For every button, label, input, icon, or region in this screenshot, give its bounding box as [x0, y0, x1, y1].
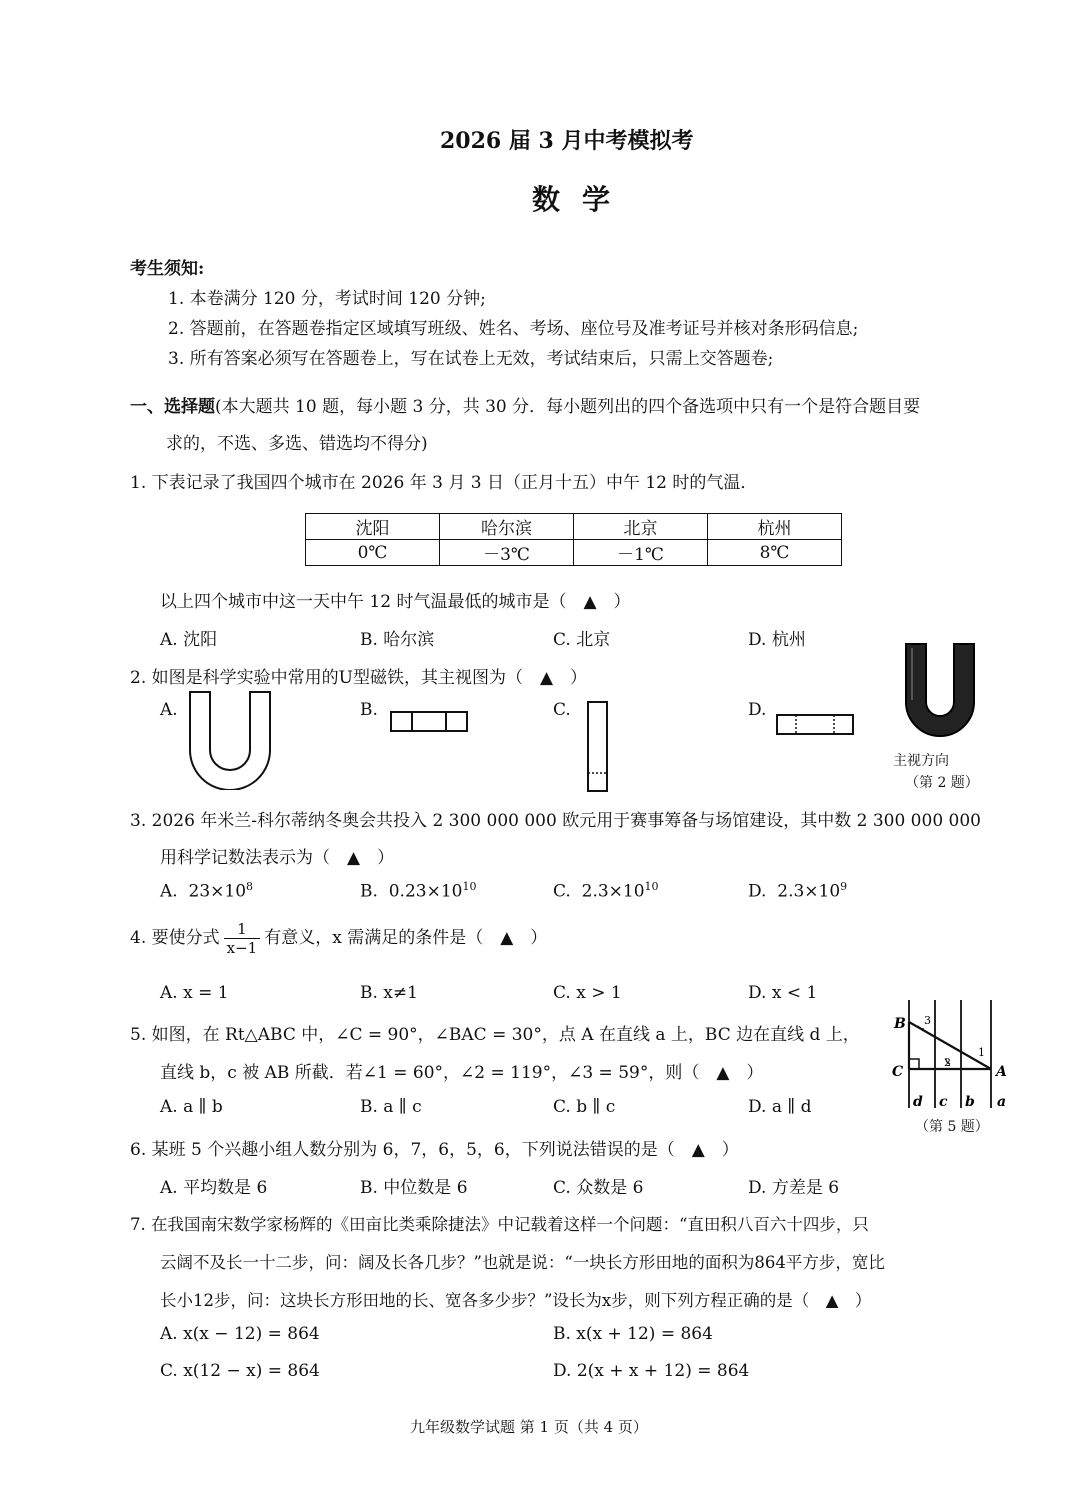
q2-option-a-label: A.: [160, 700, 178, 720]
q7-stem-cont: 云阔不及长一十二步，问：阔及长各几步？”也就是说：“一块长方形田地的面积为864平方步，宽比: [160, 1253, 885, 1272]
section-heading: [130, 392, 920, 417]
fraction: $\frac{1}{x-1}$: [224, 920, 261, 957]
table-row: [306, 514, 842, 540]
table-cell: －3℃: [440, 540, 574, 566]
q5-label: c: [939, 1094, 948, 1110]
q5-label: 3: [924, 1014, 931, 1027]
table-cell: 北京: [574, 514, 708, 540]
q3-option-a: A. $23\times 10^8$: [160, 880, 254, 902]
q7-option-a: A. x(x − 12) = 864: [160, 1324, 320, 1344]
q2-option-d-figure: [776, 714, 856, 736]
notice-item: 1. 本卷满分 120 分，考试时间 120 分钟;: [168, 289, 486, 309]
q7-option-b: B. x(x + 12) = 864: [553, 1324, 713, 1344]
q5-option-b: B. a ∥ c: [360, 1097, 422, 1117]
q2-fig-direction: 主视方向: [893, 753, 949, 769]
q1-question: 以上四个城市中这一天中午 12 时气温最低的城市是（ ▲ ）: [160, 592, 631, 612]
q5-label: 2: [944, 1056, 951, 1069]
q1-option-d: D. 杭州: [748, 630, 806, 650]
q5-label: C: [892, 1064, 904, 1080]
q1-stem: 1. 下表记录了我国四个城市在 2026 年 3 月 3 日（正月十五）中午 12 时的气温．: [130, 473, 758, 493]
q7-stem: 7. 在我国南宋数学家杨辉的《田亩比类乘除捷法》中记载着这样一个问题：“直田积八百六十四步，只: [130, 1215, 869, 1234]
q2-option-a-figure: [188, 690, 272, 790]
notice-item: 3. 所有答案必须写在答题卷上，写在试卷上无效，考试结束后，只需上交答题卷;: [168, 349, 774, 369]
q7-stem-cont: 长小12步，问：这块长方形田地的长、宽各多少步？”设长为x步，则下列方程正确的是（ ▲ ）: [160, 1291, 872, 1310]
page-footer: 九年级数学试题 第 1 页（共 4 页）: [410, 1418, 648, 1436]
subject-title: 数学: [532, 183, 633, 216]
table-cell: 8℃: [708, 540, 842, 566]
q3-stem-cont: 用科学记数法表示为（ ▲ ）: [160, 848, 395, 868]
q2-fig-caption: （第 2 题）: [905, 775, 979, 791]
q6-option-b: B. 中位数是 6: [360, 1178, 468, 1198]
temperature-table: [305, 513, 842, 566]
q3-option-b: B. $0.23\times 10^{10}$: [360, 880, 477, 902]
q5-label: B: [894, 1016, 906, 1032]
q4-stem: 4. 要使分式 $\frac{1}{x-1}$ 有意义，x 需满足的条件是（ ▲ ）: [130, 920, 548, 957]
notice-heading: 考生须知:: [130, 259, 205, 279]
q4-option-a: A. x = 1: [160, 983, 229, 1003]
q6-option-d: D. 方差是 6: [748, 1178, 840, 1198]
q6-option-c: C. 众数是 6: [553, 1178, 644, 1198]
q2-option-d-label: D.: [748, 700, 767, 720]
u-magnet-icon: [900, 640, 980, 750]
q2-option-b-figure: [390, 711, 470, 733]
q7-option-c: C. x(12 − x) = 864: [160, 1361, 320, 1381]
q5-option-c: C. b ∥ c: [553, 1097, 616, 1117]
q4-option-b: B. x≠1: [360, 983, 418, 1003]
q5-option-d: D. a ∥ d: [748, 1097, 812, 1117]
q5-fig-caption: （第 5 题）: [915, 1119, 989, 1135]
q5-label: 1: [978, 1046, 985, 1059]
q2-option-c-figure: [587, 701, 609, 793]
q5-label: A: [996, 1064, 1007, 1080]
exam-title: 2026 届 3 月中考模拟考: [440, 128, 694, 154]
q5-stem: 5. 如图，在 Rt△ABC 中，∠C = 90°，∠BAC = 30°，点 A 在直线 a 上，BC 边在直线 d 上，: [130, 1025, 860, 1045]
q6-option-a: A. 平均数是 6: [160, 1178, 268, 1198]
q5-option-a: A. a ∥ b: [160, 1097, 223, 1117]
q1-option-c: C. 北京: [553, 630, 611, 650]
q4-option-c: C. x > 1: [553, 983, 622, 1003]
q6-stem: 6. 某班 5 个兴趣小组人数分别为 6，7，6，5，6，下列说法错误的是（ ▲ ）: [130, 1140, 739, 1160]
q7-option-d: D. 2(x + x + 12) = 864: [553, 1361, 750, 1381]
q3-option-c: C. $2.3\times 10^{10}$: [553, 880, 659, 902]
notice-item: 2. 答题前，在答题卷指定区域填写班级、姓名、考场、座位号及准考证号并核对条形码信息;: [168, 319, 859, 339]
q5-figure: [888, 996, 1018, 1114]
q3-option-d: D. $2.3\times 10^9$: [748, 880, 848, 902]
q2-option-c-label: C.: [553, 700, 571, 720]
table-cell: 哈尔滨: [440, 514, 574, 540]
q2-stem: 2. 如图是科学实验中常用的U型磁铁，其主视图为（ ▲ ）: [130, 668, 588, 688]
table-cell: 沈阳: [306, 514, 440, 540]
q1-option-b: B. 哈尔滨: [360, 630, 435, 650]
q5-label: d: [913, 1094, 923, 1110]
table-cell: －1℃: [574, 540, 708, 566]
q5-label: b: [965, 1094, 975, 1110]
table-cell: 0℃: [306, 540, 440, 566]
table-cell: 杭州: [708, 514, 842, 540]
q1-option-a: A. 沈阳: [160, 630, 218, 650]
q5-label: a: [997, 1094, 1007, 1110]
table-row: [306, 540, 842, 566]
q3-stem: 3. 2026 年米兰-科尔蒂纳冬奥会共投入 2 300 000 000 欧元用于赛事筹备与场馆建设，其中数 2 300 000 000: [130, 811, 981, 831]
section-label: 一、选择题: [130, 397, 215, 417]
section-desc-cont: 求的，不选、多选、错选均不得分): [166, 434, 428, 454]
q4-option-d: D. x < 1: [748, 983, 818, 1003]
section-desc: (本大题共 10 题，每小题 3 分，共 30 分．每小题列出的四个备选项中只有一个是符合题目要: [215, 397, 921, 417]
q2-option-b-label: B.: [360, 700, 378, 720]
q5-stem-cont: 直线 b，c 被 AB 所截．若∠1 = 60°，∠2 = 119°，∠3 = 59°，则（ ▲ ）: [160, 1063, 764, 1083]
